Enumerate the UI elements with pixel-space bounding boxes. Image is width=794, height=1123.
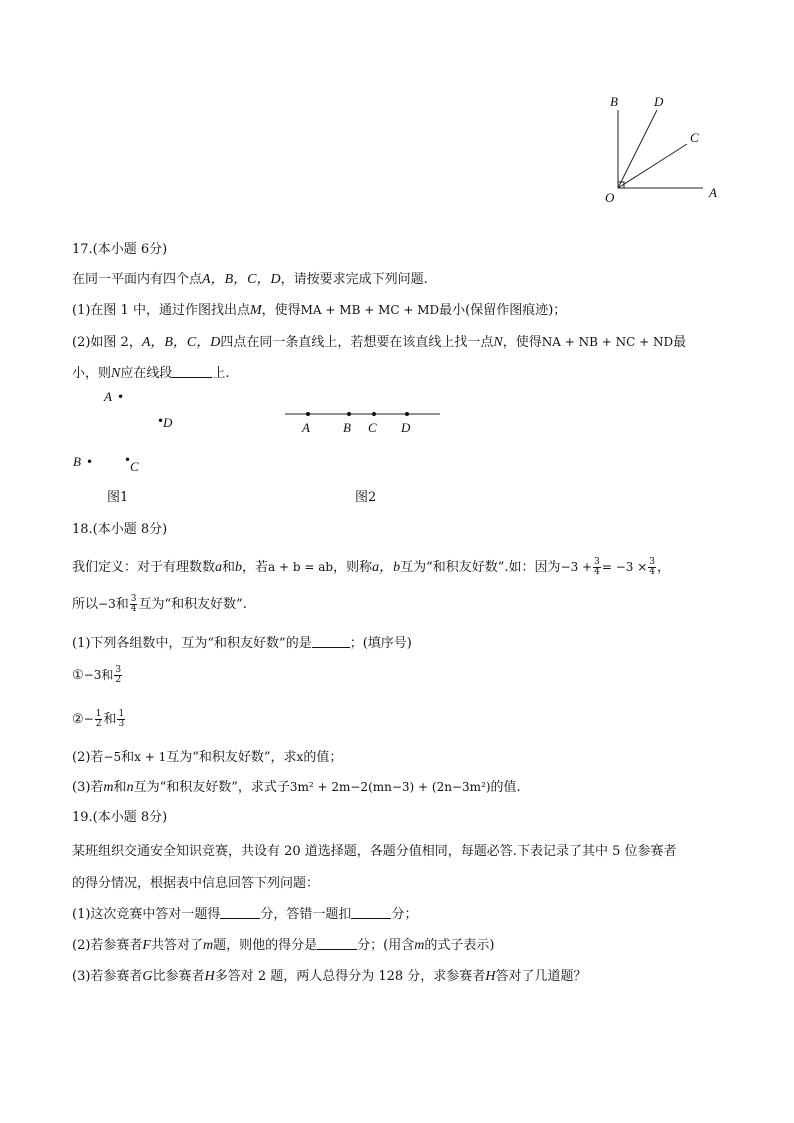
fig2-point-A xyxy=(306,412,310,416)
fraction-3-2: $\frac{3}{2}$ xyxy=(115,665,122,685)
q17-part1: (1)在图 1 中，通过作图找出点M，使得MA + MB + MC + MD最小(保留作图痕迹)； xyxy=(72,303,567,318)
q17-part2-line2: 小，则N应在线段 上. xyxy=(72,366,230,381)
fig1-label-C: C xyxy=(130,459,139,474)
q18-title: 18.(本小题 8分) xyxy=(72,522,168,537)
q17-part2-line1: (2)如图 2，A，B，C，D四点在同一条直线上，若想要在该直线上找一点N，使得NA + NB + NC + ND最 xyxy=(72,335,687,350)
fig2-point-D xyxy=(405,412,409,416)
fig1-label-D: D xyxy=(163,415,173,430)
fraction-3-4: $\frac{3}{4}$ xyxy=(130,594,137,614)
angle-label-A: A xyxy=(709,185,717,200)
q18-option1: ①−3和 $\frac{3}{2}$ xyxy=(72,665,122,685)
q19-intro-2: 的得分情况，根据表中信息回答下列问题： xyxy=(72,876,320,891)
fig1-caption: 图1 xyxy=(107,490,129,505)
fig2-label-D: D xyxy=(401,420,411,435)
q19-blank-score[interactable] xyxy=(317,937,357,950)
fig1-label-B: B xyxy=(73,454,81,469)
fraction-1-2: $\frac{1}{2}$ xyxy=(95,709,102,729)
q17-answer-blank[interactable] xyxy=(172,365,212,378)
fig2-line xyxy=(280,405,445,421)
q19-blank-correct[interactable] xyxy=(220,906,260,919)
fig1-point-D: • xyxy=(157,414,165,428)
fig2-label-C: C xyxy=(368,420,377,435)
q19-part1: (1)这次竞赛中答对一题得 分，答错一题扣 分； xyxy=(72,907,418,922)
q18-part3: (3)若m和n互为“和积友好数”，求式子3m² + 2m−2(mn−3) + (2n−3m²)的值. xyxy=(72,780,521,795)
q19-part3: (3)若参赛者G比参赛者H多答对 2 题，两人总得分为 128 分，求参赛者H答对了几道题？ xyxy=(72,969,587,984)
ray-OD xyxy=(618,110,657,188)
angle-label-D: D xyxy=(654,94,664,109)
q19-part2: (2)若参赛者F共答对了m题，则他的得分是 分；(用含m的式子表示) xyxy=(72,938,495,953)
fraction-1-3: $\frac{1}{3}$ xyxy=(118,709,125,729)
q19-intro-1: 某班组织交通安全知识竞赛，共设有 20 道选择题，各题分值相同，每题必答.下表记录了其中 5 位参赛者 xyxy=(72,844,677,859)
fig2-label-A: A xyxy=(302,420,310,435)
q17-title: 17.(本小题 6分) xyxy=(72,242,168,257)
fig2-label-B: B xyxy=(343,420,351,435)
angle-label-O: O xyxy=(605,190,615,205)
q18-definition: 我们定义：对于有理数数a和b，若a + b = ab，则称a，b互为“和积友好数”.如：因为−3 + $\frac{3}{4}$ = −3 × $\frac{3}{4}$ ， xyxy=(72,557,671,577)
ray-OC xyxy=(618,144,687,188)
fig1-point-A: • xyxy=(117,390,125,404)
q18-answer-blank[interactable] xyxy=(312,635,350,648)
fig1-point-C: • xyxy=(124,453,132,467)
q19-title: 19.(本小题 8分) xyxy=(72,810,168,825)
fraction-3-4: $\frac{3}{4}$ xyxy=(594,557,600,577)
angle-label-B: B xyxy=(610,94,618,109)
q18-so: 所以−3和 $\frac{3}{4}$ 互为“和积友好数”. xyxy=(72,594,247,614)
q18-part1: (1)下列各组数中，互为“和积友好数”的是 ；(填序号) xyxy=(72,636,412,651)
fraction-3-4: $\frac{3}{4}$ xyxy=(649,557,656,577)
q18-option2: ②− $\frac{1}{2}$ 和 $\frac{1}{3}$ xyxy=(72,709,125,729)
fig2-point-B xyxy=(347,412,351,416)
fig1-label-A: A xyxy=(104,389,112,404)
fig1-point-B: • xyxy=(86,455,94,469)
fig2-caption: 图2 xyxy=(355,490,377,505)
fig2-point-C xyxy=(372,412,376,416)
q18-part2: (2)若−5和x + 1互为“和积友好数”，求x的值； xyxy=(72,750,343,765)
q17-intro: 在同一平面内有四个点A，B，C，D，请按要求完成下列问题. xyxy=(72,272,428,287)
q19-blank-wrong[interactable] xyxy=(351,906,391,919)
angle-label-C: C xyxy=(690,130,699,145)
